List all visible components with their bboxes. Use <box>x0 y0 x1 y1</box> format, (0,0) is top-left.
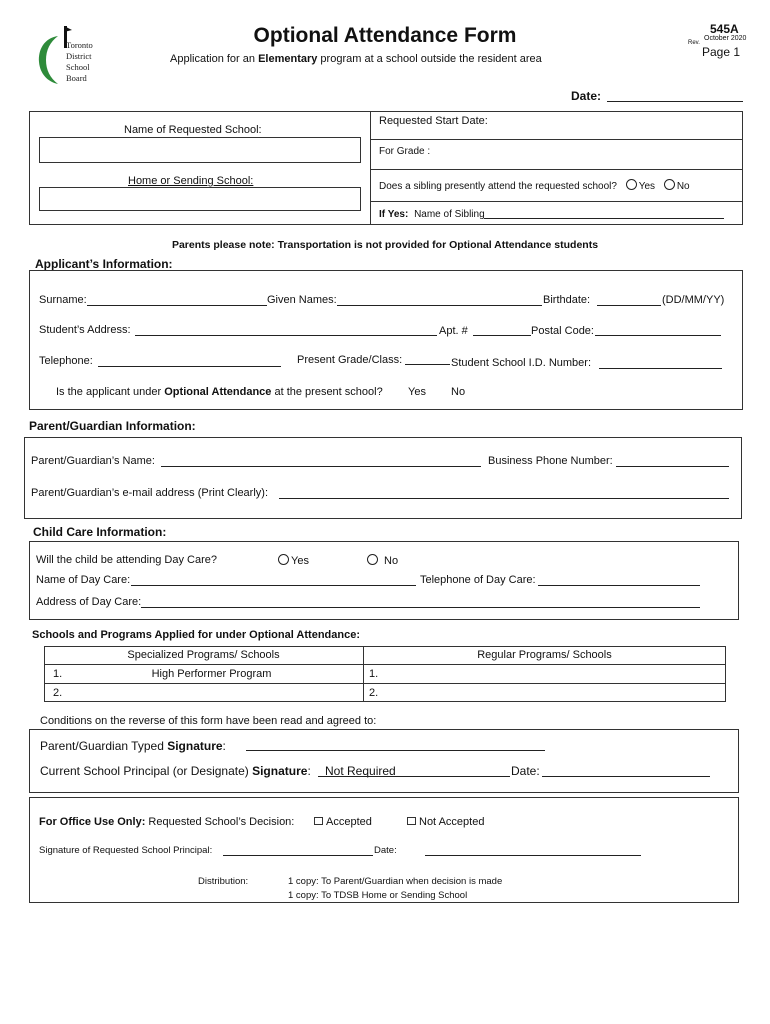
school-divider-h2 <box>370 169 743 170</box>
sibling-question-text: Does a sibling presently attend the requested school? <box>379 181 617 192</box>
applicant-title: Applicant’s Information: <box>35 257 173 271</box>
form-title: Optional Attendance Form <box>253 24 517 47</box>
guardian-title: Parent/Guardian Information: <box>29 419 196 433</box>
optional-no-option[interactable]: No <box>451 386 466 398</box>
daycare-question: Will the child be attending Day Care? <box>36 554 217 566</box>
daycare-address-label: Address of Day Care: <box>36 596 142 608</box>
sending-school-label: Home or Sending School: <box>128 175 254 187</box>
optional-q-pre: Is the applicant under <box>56 386 165 398</box>
guardian-name-field[interactable] <box>161 466 481 467</box>
subtitle-pre: Application for an <box>170 53 259 65</box>
sibling-no-radio[interactable] <box>664 179 675 190</box>
accepted-checkbox[interactable] <box>314 817 323 825</box>
grade-label: For Grade : <box>379 146 431 157</box>
if-yes-row <box>379 209 485 220</box>
principal-sig-bold: Signature <box>252 764 308 778</box>
office-use-label: For Office Use Only: <box>39 816 146 828</box>
school-divider-vertical <box>370 111 371 225</box>
business-phone-label: Business Phone Number: <box>488 455 613 467</box>
start-date-label: Requested Start Date: <box>379 115 488 127</box>
principal-sig-label: Signature of Requested School Principal: <box>39 845 213 856</box>
programs-table-divider-h1 <box>44 664 726 665</box>
program-row-number: 2. <box>53 687 63 699</box>
regular-column-header: Regular Programs/ Schools <box>477 649 612 661</box>
distribution-line-1: 1 copy: To Parent/Guardian when decision is made <box>288 876 503 887</box>
program-row-number: 1. <box>369 668 379 680</box>
address-field[interactable] <box>135 335 437 336</box>
telephone-label: Telephone: <box>39 355 93 367</box>
school-divider-h1 <box>370 139 743 140</box>
guardian-name-label: Parent/Guardian’s Name: <box>31 455 155 467</box>
principal-signature-label <box>40 764 311 778</box>
program-row-number: 1. <box>53 668 63 680</box>
logo-line: District <box>66 51 92 61</box>
telephone-field[interactable] <box>98 366 281 367</box>
distribution-line-2: 1 copy: To TDSB Home or Sending School <box>288 890 468 901</box>
business-phone-field[interactable] <box>616 466 729 467</box>
apt-field[interactable] <box>473 335 531 336</box>
student-id-field[interactable] <box>599 368 722 369</box>
principal-signature-field[interactable] <box>318 776 510 777</box>
school-divider-h3 <box>370 201 743 202</box>
accepted-option <box>314 816 372 828</box>
daycare-no-label: No <box>384 555 399 567</box>
not-accepted-checkbox[interactable] <box>407 817 416 825</box>
if-yes-label: If Yes: <box>379 209 409 220</box>
daycare-name-field[interactable] <box>131 585 416 586</box>
office-date-label: Date: <box>374 845 397 856</box>
student-id-label: Student School I.D. Number: <box>451 357 592 369</box>
sibling-yes-label: Yes <box>638 181 656 192</box>
given-names-field[interactable] <box>337 305 542 306</box>
programs-table-divider-h2 <box>44 683 726 684</box>
specialized-column-header: Specialized Programs/ Schools <box>127 649 280 661</box>
surname-label: Surname: <box>39 294 87 306</box>
page-number: Page 1 <box>702 45 741 59</box>
daycare-no-option <box>367 554 398 567</box>
postal-code-label: Postal Code: <box>531 325 594 337</box>
date-field[interactable] <box>607 101 743 102</box>
subtitle-post: program at a school outside the resident area <box>317 53 542 65</box>
signature-date-field[interactable] <box>542 776 710 777</box>
optional-q-post: at the present school? <box>271 386 383 398</box>
guardian-sig-post: : <box>222 739 226 753</box>
form-subtitle <box>170 53 542 65</box>
form-number: 545A <box>710 22 739 36</box>
not-accepted-label: Not Accepted <box>419 816 485 828</box>
guardian-email-label: Parent/Guardian’s e-mail address (Print Clearly): <box>31 487 268 499</box>
daycare-yes-radio[interactable] <box>278 554 289 565</box>
daycare-yes-option <box>278 554 309 567</box>
specialized-program-1[interactable]: High Performer Program <box>151 668 272 680</box>
sibling-yes-radio[interactable] <box>626 179 637 190</box>
subtitle-bold: Elementary <box>258 53 318 65</box>
rev-date: October 2020 <box>704 35 747 42</box>
date-format-hint: (DD/MM/YY) <box>662 294 725 306</box>
daycare-yes-label: Yes <box>291 555 309 567</box>
programs-title: Schools and Programs Applied for under Optional Attendance: <box>32 629 360 641</box>
guardian-signature-label <box>40 739 226 753</box>
surname-field[interactable] <box>87 305 267 306</box>
guardian-email-field[interactable] <box>279 498 729 499</box>
postal-code-field[interactable] <box>595 335 721 336</box>
requested-school-label: Name of Requested School: <box>124 124 262 136</box>
sibling-no-label: No <box>676 181 690 192</box>
accepted-label: Accepted <box>326 816 372 828</box>
guardian-sig-pre: Parent/Guardian Typed <box>40 739 168 753</box>
not-accepted-option <box>407 816 484 828</box>
distribution-label: Distribution: <box>198 876 249 887</box>
principal-sig-pre: Current School Principal (or Designate) <box>40 764 253 778</box>
signature-date-label: Date: <box>511 764 540 778</box>
guardian-signature-field[interactable] <box>246 750 545 751</box>
office-use-row <box>39 816 294 828</box>
optional-q-bold: Optional Attendance <box>164 386 272 398</box>
sibling-name-field[interactable] <box>484 218 724 219</box>
childcare-title: Child Care Information: <box>33 525 167 539</box>
guardian-sig-bold: Signature <box>167 739 223 753</box>
logo-line: Toronto <box>66 40 93 50</box>
principal-sig-field[interactable] <box>223 855 373 856</box>
daycare-phone-label: Telephone of Day Care: <box>420 574 536 586</box>
date-label: Date: <box>571 89 602 103</box>
given-names-label: Given Names: <box>267 294 337 306</box>
apt-label: Apt. # <box>439 325 468 337</box>
transport-note: Parents please note: Transportation is not provided for Optional Attendance students <box>171 239 599 251</box>
conditions-text: Conditions on the reverse of this form have been read and agreed to: <box>40 715 377 727</box>
daycare-address-field[interactable] <box>141 607 700 608</box>
optional-yes-option[interactable]: Yes <box>408 386 426 398</box>
guardian-section <box>24 437 742 519</box>
sibling-name-label: Name of Sibling <box>414 209 485 220</box>
daycare-phone-field[interactable] <box>538 585 700 586</box>
program-row-number: 2. <box>369 687 379 699</box>
address-label: Student’s Address: <box>39 324 131 336</box>
decision-label: Requested School’s Decision: <box>148 816 295 828</box>
sibling-question <box>379 179 690 192</box>
childcare-section <box>29 541 739 620</box>
sending-school-input[interactable] <box>39 187 361 211</box>
grade-class-label: Present Grade/Class: <box>297 354 403 366</box>
office-date-field[interactable] <box>425 855 641 856</box>
requested-school-input[interactable] <box>39 137 361 163</box>
logo-line: School <box>66 62 90 72</box>
principal-sig-post: : <box>307 764 311 778</box>
grade-class-field[interactable] <box>405 364 450 365</box>
rev-label: Rev. <box>688 40 700 46</box>
birthdate-label: Birthdate: <box>543 294 591 306</box>
daycare-no-radio[interactable] <box>367 554 378 565</box>
optional-attendance-question <box>56 386 383 398</box>
birthdate-field[interactable] <box>597 305 661 306</box>
logo-line: Board <box>66 73 87 83</box>
principal-signature-value[interactable]: Not Required <box>325 764 396 778</box>
daycare-name-label: Name of Day Care: <box>36 574 131 586</box>
